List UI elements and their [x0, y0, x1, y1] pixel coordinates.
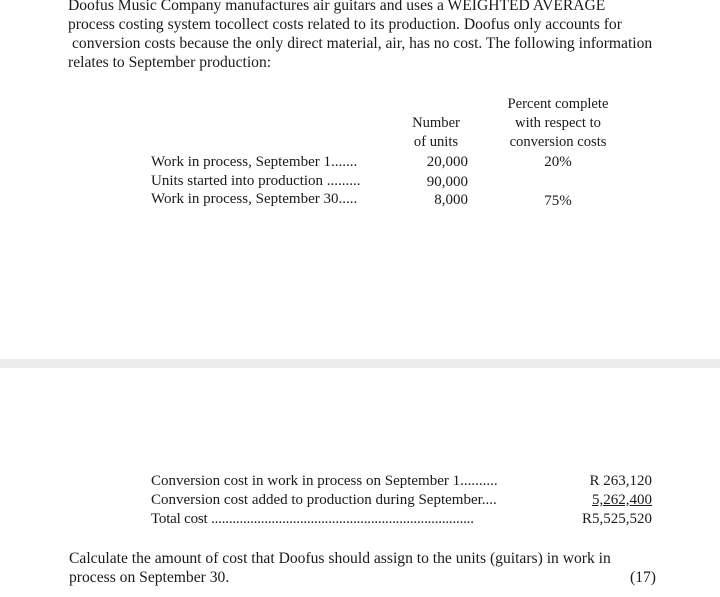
intro-line-1: Doofus Music Company manufactures air guitars and uses a WEIGHTED AVERAGE	[68, 0, 606, 14]
cost-row-label: Total cost ..........................................................................	[151, 511, 474, 527]
cost-row-value: R 263,120	[589, 473, 652, 489]
table-row-units: 8,000	[434, 192, 468, 208]
units-column-header	[400, 114, 472, 151]
cost-row-value: R5,525,520	[581, 511, 652, 527]
section-divider	[0, 359, 720, 368]
percent-column-header	[494, 95, 622, 151]
intro-line-4: relates to September production:	[68, 54, 272, 71]
table-row-label: Work in process, September 30.....	[151, 191, 358, 207]
table-row-percent: 75%	[544, 193, 572, 209]
table-row-label: Work in process, September 1.......	[151, 154, 358, 170]
percent-header-line-2: with respect to	[515, 115, 601, 131]
cost-row-label: Conversion cost added to production during September....	[151, 492, 497, 508]
table-row-units: 20,000	[426, 154, 468, 170]
units-header-line-2: of units	[413, 134, 459, 150]
question-marks: (17)	[630, 569, 656, 586]
cost-row-label: Conversion cost in work in process on September 1..........	[151, 473, 498, 489]
intro-paragraph	[68, 0, 708, 72]
percent-header-line-1: Percent complete	[507, 96, 609, 112]
table-row-units: 90,000	[426, 174, 468, 190]
intro-line-2: process costing system tocollect costs related to its production. Doofus only accounts for	[68, 16, 622, 33]
units-header-line-1: Number	[412, 115, 460, 131]
question-line-1: Calculate the amount of cost that Doofus should assign to the units (guitars) in work in	[69, 550, 611, 567]
question-line-2: process on September 30.	[69, 569, 230, 586]
table-row-percent: 20%	[544, 154, 572, 170]
table-row-label: Units started into production .........	[151, 173, 361, 189]
percent-header-line-3: conversion costs	[509, 134, 607, 150]
cost-row-value: 5,262,400	[592, 492, 652, 508]
intro-line-3: conversion costs because the only direct material, air, has no cost. The following information	[72, 35, 653, 52]
